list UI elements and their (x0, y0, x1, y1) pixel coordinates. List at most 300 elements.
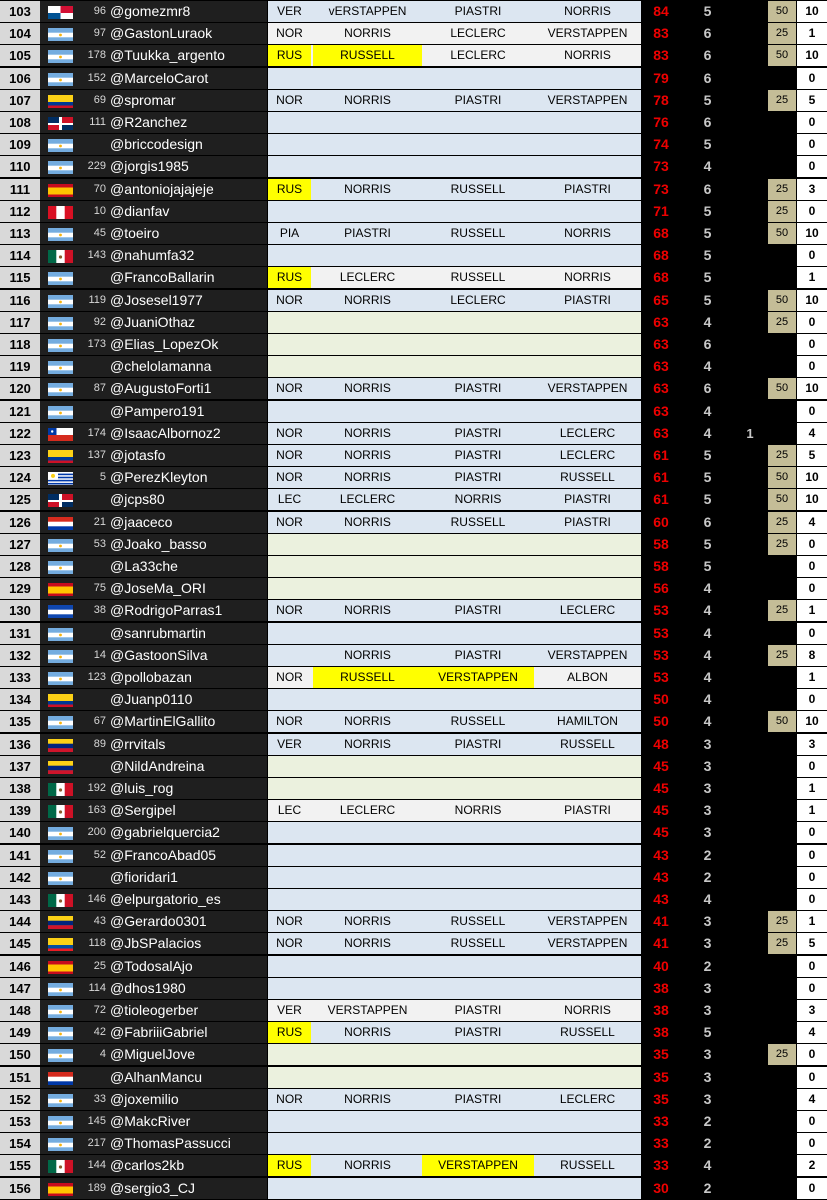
player-handle[interactable]: @luis_rog (110, 780, 174, 796)
podium-pick-p1 (313, 778, 422, 799)
extra-cell (735, 933, 765, 954)
podium-pick-p2 (422, 778, 534, 799)
flag-icon (48, 27, 73, 41)
flag-icon (48, 760, 73, 774)
hits-cell: 4 (703, 713, 712, 730)
points-cell: 58 (653, 558, 669, 574)
player-number: 42 (93, 1026, 106, 1039)
hits-cell: 4 (703, 891, 712, 907)
table-row (0, 645, 827, 666)
flag-icon (48, 160, 73, 174)
points-cell: 53 (653, 624, 669, 641)
pole-pick-cell: RUS (268, 45, 311, 66)
pole-pick-cell (268, 134, 311, 155)
player-handle[interactable]: @Josesel1977 (110, 291, 203, 308)
hits-cell: 3 (703, 757, 712, 774)
rank-cell: 114 (0, 245, 40, 266)
podium-pick-p1 (313, 889, 422, 910)
podium-pick-p3: VERSTAPPEN (547, 26, 628, 41)
points-cell: 45 (653, 780, 669, 796)
extra-cell (735, 778, 765, 799)
hits-cell: 5 (703, 225, 712, 241)
score-cell: 8 (797, 645, 827, 666)
podium-pick-p2 (422, 845, 534, 866)
podium-pick-p1: NORRIS (344, 470, 391, 485)
podium-pick-p3 (534, 1133, 641, 1154)
bonus-cell (768, 401, 796, 422)
player-handle[interactable]: @NildAndreina (110, 757, 205, 774)
rank-cell: 120 (0, 378, 40, 399)
table-row (0, 378, 827, 399)
flag-icon (48, 582, 73, 596)
player-handle[interactable]: @MarceloCarot (110, 69, 209, 86)
podium-pick-p3 (534, 312, 641, 333)
flag-icon (48, 72, 73, 86)
flag-icon (48, 871, 73, 885)
points-cell: 68 (653, 247, 669, 264)
bonus-cell: 25 (768, 600, 796, 621)
flag-icon (48, 94, 73, 108)
hits-cell: 6 (703, 380, 712, 397)
player-handle[interactable]: @JbSPalacios (110, 935, 202, 952)
podium-pick-p3: RUSSELL (560, 736, 615, 751)
podium-pick-p3: PIASTRI (564, 803, 611, 818)
score-cell: 5 (797, 933, 827, 954)
bonus-cell (768, 1155, 796, 1176)
player-handle[interactable]: @MiguelJove (110, 1046, 196, 1063)
points-cell: 63 (653, 313, 669, 330)
score-cell: 0 (797, 1133, 827, 1154)
bonus-cell: 25 (768, 1044, 796, 1065)
table-row (0, 356, 827, 377)
pole-pick-cell (268, 956, 311, 977)
player-handle[interactable]: @Gerardo0301 (110, 913, 207, 930)
podium-pick-p3 (534, 578, 641, 599)
player-number: 92 (93, 315, 106, 328)
points-cell: 63 (653, 336, 669, 352)
podium-pick-p2 (422, 112, 534, 133)
player-handle[interactable]: @RodrigoParras1 (110, 602, 223, 619)
hits-cell: 3 (703, 735, 712, 752)
extra-cell (735, 889, 765, 910)
podium-pick-p2: PIASTRI (454, 736, 502, 751)
pole-pick-cell: NOR (276, 425, 303, 440)
player-handle[interactable]: @Juanp0110 (110, 691, 193, 708)
player-handle[interactable]: @JuaniOthaz (110, 313, 196, 330)
extra-cell (735, 1178, 765, 1199)
player-handle[interactable]: @jotasfo (110, 447, 166, 463)
podium-pick-p1 (313, 956, 422, 977)
table-row (0, 600, 827, 621)
rank-cell: 108 (0, 112, 40, 133)
hits-cell: 5 (703, 91, 712, 108)
rank-cell: 125 (0, 489, 40, 510)
player-handle[interactable]: @PerezKleyton (110, 469, 208, 486)
podium-pick-p2: LECLERC (450, 26, 506, 41)
table-row (0, 623, 827, 644)
player-handle[interactable]: @sergio3_CJ (110, 1179, 196, 1196)
player-handle[interactable]: @FrancoAbad05 (110, 846, 217, 863)
hits-cell: 4 (703, 669, 712, 685)
player-handle[interactable]: @R2anchez (110, 114, 188, 130)
player-handle[interactable]: @FabriiiGabriel (110, 1024, 208, 1041)
podium-pick-p1: NORRIS (344, 1158, 391, 1173)
podium-pick-p1: NORRIS (344, 381, 391, 396)
pole-pick-cell: NOR (276, 92, 303, 107)
table-row (0, 156, 827, 177)
podium-pick-p1: NORRIS (344, 181, 391, 196)
player-number: 69 (93, 93, 106, 106)
table-row (0, 867, 827, 888)
rank-cell: 151 (0, 1067, 40, 1088)
rank-cell: 116 (0, 290, 40, 311)
rank-cell: 107 (0, 90, 40, 111)
player-handle[interactable]: @rrvitals (110, 735, 166, 752)
player-handle[interactable]: @AlhanMancu (110, 1068, 203, 1085)
hits-cell: 2 (703, 957, 712, 974)
rank-cell: 150 (0, 1044, 40, 1065)
player-handle[interactable]: @nahumfa32 (110, 247, 195, 264)
rank-cell: 122 (0, 423, 40, 444)
bonus-cell (768, 112, 796, 133)
pole-pick-cell: NOR (276, 292, 303, 307)
extra-cell (735, 845, 765, 866)
pole-pick-cell: VER (277, 736, 302, 751)
rank-cell: 143 (0, 889, 40, 910)
player-number: 33 (93, 1092, 106, 1105)
player-handle[interactable]: @TodosalAjo (110, 957, 193, 974)
podium-pick-p3: NORRIS (564, 48, 611, 63)
player-handle[interactable]: @tioleogerber (110, 1002, 199, 1018)
score-cell: 10 (797, 378, 827, 399)
score-cell: 5 (797, 445, 827, 466)
podium-pick-p1 (313, 845, 422, 866)
score-cell: 0 (797, 756, 827, 777)
podium-pick-p3 (534, 1178, 641, 1199)
table-row (0, 822, 827, 843)
flag-icon (48, 183, 73, 197)
podium-pick-p3 (534, 756, 641, 777)
bonus-cell (768, 1111, 796, 1132)
pole-pick-cell (268, 245, 311, 266)
hits-cell: 3 (703, 1002, 712, 1018)
score-cell: 0 (797, 889, 827, 910)
points-cell: 84 (653, 3, 669, 19)
points-cell: 83 (653, 25, 669, 42)
bonus-cell: 50 (768, 378, 796, 399)
points-cell: 43 (653, 846, 669, 863)
extra-cell (735, 600, 765, 621)
extra-cell (735, 267, 765, 288)
podium-pick-p1 (313, 1133, 422, 1154)
player-handle[interactable]: @fioridari1 (110, 868, 178, 885)
podium-pick-p3 (534, 845, 641, 866)
podium-pick-p1 (313, 112, 422, 133)
player-handle[interactable]: @elpurgatorio_es (110, 891, 221, 907)
score-cell: 1 (797, 600, 827, 621)
player-handle[interactable]: @jorgis1985 (110, 158, 189, 175)
player-handle[interactable]: @sanrubmartin (110, 624, 206, 641)
points-cell: 40 (653, 957, 669, 974)
score-cell: 4 (797, 1022, 827, 1043)
podium-pick-p2: RUSSELL (450, 936, 506, 951)
player-handle[interactable]: @gomezmr8 (110, 3, 191, 19)
table-row (0, 112, 827, 133)
player-handle[interactable]: @IsaacAlbornoz2 (110, 424, 221, 441)
bonus-cell (768, 756, 796, 777)
player-handle[interactable]: @briccodesign (110, 136, 203, 153)
rank-cell: 117 (0, 312, 40, 333)
flag-icon (48, 538, 73, 552)
player-handle[interactable]: @Tuukka_argento (110, 47, 225, 64)
points-cell: 30 (653, 1179, 669, 1196)
podium-pick-p2 (422, 534, 534, 555)
bonus-cell (768, 867, 796, 888)
rank-cell: 148 (0, 1000, 40, 1021)
points-cell: 38 (653, 979, 669, 996)
hits-cell: 3 (703, 1068, 712, 1085)
player-number (76, 623, 106, 644)
hits-cell: 5 (703, 447, 712, 463)
pole-pick-cell (268, 623, 311, 644)
points-cell: 63 (653, 380, 669, 397)
hits-cell: 5 (703, 202, 712, 219)
podium-pick-p2 (422, 245, 534, 266)
pole-pick-cell: NOR (276, 470, 303, 485)
flag-icon (48, 982, 73, 996)
podium-pick-p2: PIASTRI (454, 425, 502, 440)
score-cell: 0 (797, 978, 827, 999)
podium-pick-p2: LECLERC (450, 292, 506, 307)
bonus-cell (768, 1000, 796, 1021)
table-row (0, 90, 827, 111)
player-number: 21 (93, 515, 106, 528)
player-handle[interactable]: @antoniojajajeje (110, 180, 214, 197)
hits-cell: 2 (703, 1113, 712, 1129)
pole-pick-cell: NOR (276, 514, 303, 529)
hits-cell: 4 (703, 646, 712, 663)
hits-cell: 6 (703, 336, 712, 352)
player-handle[interactable]: @Joako_basso (110, 535, 207, 552)
podium-pick-p3 (534, 689, 641, 710)
extra-cell (735, 512, 765, 533)
player-handle[interactable]: @dianfav (110, 202, 170, 219)
flag-icon (48, 205, 73, 219)
player-handle[interactable]: @chelolamanna (110, 358, 212, 375)
podium-pick-p3: NORRIS (564, 270, 611, 285)
podium-pick-p2: PIASTRI (454, 647, 502, 662)
podium-pick-p2: RUSSELL (450, 514, 506, 529)
table-row (0, 1000, 827, 1021)
player-number: 43 (93, 915, 106, 928)
points-cell: 38 (653, 1002, 669, 1018)
table-row (0, 489, 827, 510)
flag-icon (48, 937, 73, 951)
player-handle[interactable]: @spromar (110, 91, 176, 108)
bonus-cell (768, 778, 796, 799)
flag-icon (48, 405, 73, 419)
extra-cell (735, 68, 765, 89)
podium-pick-p3 (534, 867, 641, 888)
extra-cell (735, 489, 765, 510)
extra-cell (735, 156, 765, 177)
rank-cell: 137 (0, 756, 40, 777)
player-number (76, 867, 106, 888)
player-handle[interactable]: @GastonLuraok (110, 25, 213, 42)
rank-cell: 135 (0, 711, 40, 732)
rank-cell: 144 (0, 911, 40, 932)
extra-cell (735, 378, 765, 399)
score-cell: 10 (797, 290, 827, 311)
table-row (0, 1044, 827, 1065)
player-number: 192 (87, 782, 106, 794)
rank-cell: 130 (0, 600, 40, 621)
bonus-cell (768, 334, 796, 355)
podium-pick-p1 (313, 1044, 422, 1065)
player-handle[interactable]: @Pampero191 (110, 402, 205, 419)
hits-cell: 4 (703, 358, 712, 375)
points-cell: 48 (653, 735, 669, 752)
extra-cell (735, 711, 765, 732)
podium-pick-p3 (534, 1067, 641, 1088)
player-handle[interactable]: @GastoonSilva (110, 646, 208, 663)
player-handle[interactable]: @Sergipel (110, 802, 176, 819)
player-handle[interactable]: @AugustoForti1 (110, 380, 212, 397)
player-handle[interactable]: @FrancoBallarin (110, 269, 215, 286)
rank-cell: 127 (0, 534, 40, 555)
podium-pick-p3: PIASTRI (564, 181, 611, 196)
player-number: 119 (88, 293, 106, 306)
podium-pick-p1 (313, 156, 422, 177)
extra-cell (735, 645, 765, 666)
bonus-cell: 50 (768, 1, 796, 22)
hits-cell: 5 (703, 269, 712, 286)
flag-icon (48, 826, 73, 840)
pole-pick-cell (268, 556, 311, 577)
bonus-cell (768, 667, 796, 688)
bonus-cell (768, 423, 796, 444)
player-handle[interactable]: @jcps80 (110, 491, 165, 508)
player-handle[interactable]: @dhos1980 (110, 979, 186, 996)
player-handle[interactable]: @jaaceco (110, 513, 173, 530)
podium-pick-p2 (422, 978, 534, 999)
pole-pick-cell (268, 201, 311, 222)
flag-icon (48, 604, 73, 618)
table-row (0, 223, 827, 244)
player-handle[interactable]: @carlos2kb (110, 1157, 185, 1174)
podium-pick-p2 (422, 822, 534, 843)
podium-pick-p3 (534, 978, 641, 999)
points-cell: 78 (653, 91, 669, 108)
player-handle[interactable]: @joxemilio (110, 1090, 179, 1107)
flag-icon (48, 1026, 73, 1040)
pole-pick-cell: LEC (277, 492, 302, 507)
player-handle[interactable]: @gabrielquercia2 (110, 824, 220, 841)
extra-cell (735, 822, 765, 843)
player-handle[interactable]: @MartinElGallito (110, 713, 216, 730)
hits-cell: 4 (703, 158, 712, 175)
podium-pick-p2 (422, 578, 534, 599)
podium-pick-p1: NORRIS (344, 292, 391, 307)
podium-pick-p2: PIASTRI (454, 1091, 502, 1106)
player-number: 174 (87, 426, 106, 439)
score-cell: 0 (797, 1044, 827, 1065)
pole-pick-cell: NOR (276, 603, 303, 618)
points-cell: 60 (653, 513, 669, 530)
rank-cell: 153 (0, 1111, 40, 1132)
podium-pick-p2: PIASTRI (454, 4, 502, 18)
score-cell: 0 (797, 1067, 827, 1088)
table-row (0, 1178, 827, 1199)
player-number (76, 489, 106, 510)
flag-icon (48, 427, 73, 441)
hits-cell: 5 (703, 136, 712, 153)
podium-pick-p2: PIASTRI (454, 470, 502, 485)
rank-cell: 104 (0, 23, 40, 44)
player-handle[interactable]: @Elias_LopezOk (110, 336, 219, 352)
table-row (0, 578, 827, 599)
podium-pick-p2 (422, 956, 534, 977)
player-number: 67 (93, 715, 106, 728)
player-handle[interactable]: @JoseMa_ORI (110, 580, 206, 597)
pole-pick-cell (268, 822, 311, 843)
player-handle[interactable]: @pollobazan (110, 669, 192, 685)
hits-cell: 5 (703, 491, 712, 508)
bonus-cell: 25 (768, 90, 796, 111)
points-cell: 35 (653, 1068, 669, 1085)
extra-cell (735, 1067, 765, 1088)
points-cell: 45 (653, 824, 669, 841)
player-handle[interactable]: @toeiro (110, 225, 160, 241)
bonus-cell (768, 245, 796, 266)
score-cell: 0 (797, 556, 827, 577)
player-number: 114 (88, 981, 106, 994)
bonus-cell: 25 (768, 312, 796, 333)
extra-cell (735, 467, 765, 488)
hits-cell: 2 (703, 846, 712, 863)
table-row (0, 1155, 827, 1176)
hits-cell: 4 (703, 424, 712, 441)
extra-cell (735, 578, 765, 599)
podium-pick-p1 (313, 356, 422, 377)
points-cell: 35 (653, 1046, 669, 1063)
table-row (0, 267, 827, 288)
extra-cell (735, 1111, 765, 1132)
points-cell: 45 (653, 757, 669, 774)
podium-pick-p3 (534, 134, 641, 155)
bonus-cell (768, 1133, 796, 1154)
bonus-cell: 25 (768, 201, 796, 222)
player-handle[interactable]: @La33che (110, 558, 178, 574)
pole-pick-cell (268, 1111, 311, 1132)
pole-pick-cell: NOR (276, 381, 303, 396)
podium-pick-p3: LECLERC (559, 448, 616, 462)
pole-pick-cell: NOR (276, 714, 303, 729)
podium-pick-p2: VERSTAPPEN (422, 667, 534, 688)
bonus-cell (768, 556, 796, 577)
player-handle[interactable]: @MakcRiver (110, 1113, 191, 1129)
player-number: 123 (87, 671, 106, 683)
pole-pick-cell (268, 156, 311, 177)
extra-cell (735, 356, 765, 377)
rank-cell: 133 (0, 667, 40, 688)
podium-pick-p2: NORRIS (454, 803, 502, 818)
hits-cell: 3 (703, 780, 712, 796)
player-number: 146 (87, 893, 106, 905)
podium-pick-p3: RUSSELL (560, 1025, 615, 1040)
player-handle[interactable]: @ThomasPassucci (110, 1135, 231, 1152)
pole-pick-cell: VER (277, 1003, 302, 1017)
